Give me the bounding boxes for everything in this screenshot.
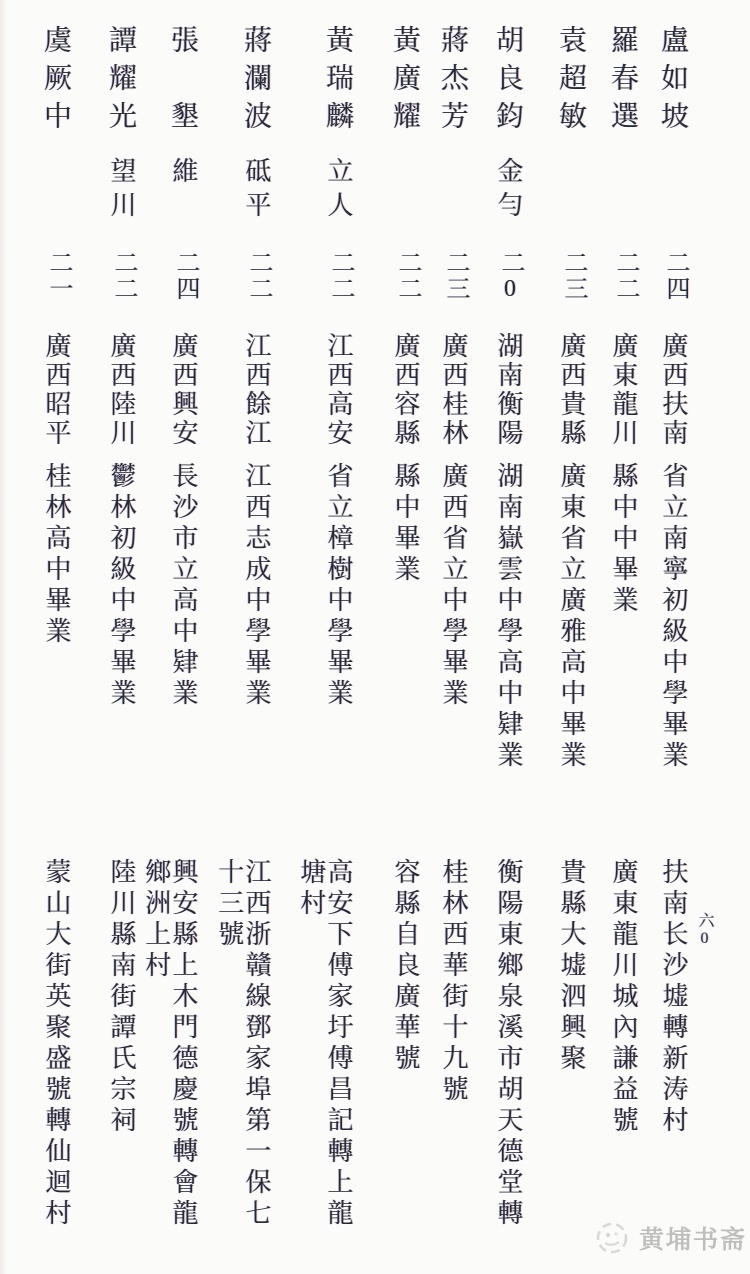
native-place: 湖南衡陽 xyxy=(494,332,523,448)
student-entry xyxy=(605,0,637,1274)
mail-address: 興安縣上木門德慶號轉會龍鄉洲上村 xyxy=(141,858,198,1230)
student-age: 二二 xyxy=(110,250,136,302)
watermark xyxy=(594,1220,747,1256)
mail-address: 衡陽東鄉泉溪市胡天德堂轉 xyxy=(494,858,523,1230)
watermark-seal-icon xyxy=(594,1220,630,1256)
school-record: 桂林高中畢業 xyxy=(42,462,71,648)
watermark-text: 黄埔书斋 xyxy=(639,1226,748,1254)
courtesy-name: 維 xyxy=(169,157,198,191)
student-name: 黃廣耀 xyxy=(389,25,420,139)
student-name: 黃瑞麟 xyxy=(322,25,353,139)
native-place: 廣西容縣 xyxy=(391,332,420,448)
student-entry xyxy=(141,0,198,1274)
mail-address: 貴縣大墟泗興聚 xyxy=(557,858,586,1075)
native-place: 江西餘江 xyxy=(242,332,271,448)
student-name: 張 墾 xyxy=(167,25,198,139)
native-place: 廣西貴縣 xyxy=(557,332,586,448)
school-record: 省立樟樹中學畢業 xyxy=(324,462,353,710)
school-record: 廣西省立中學畢業 xyxy=(439,462,468,710)
student-age: 二二 xyxy=(394,250,420,302)
student-name: 胡良鈞 xyxy=(492,25,523,139)
native-place: 廣西扶南 xyxy=(659,332,688,448)
student-entry xyxy=(296,0,353,1274)
student-entry xyxy=(490,0,522,1274)
mail-address: 高安下傅家圩傅昌記轉上龍塘村 xyxy=(296,858,353,1230)
school-record: 廣東省立廣雅高中畢業 xyxy=(557,462,586,772)
native-place: 廣西興安 xyxy=(169,332,198,448)
mail-address: 扶南长沙墟轉新涛村 xyxy=(659,858,688,1137)
student-age: 二二 xyxy=(245,250,271,302)
school-record: 湖南嶽雲中學高中肄業 xyxy=(494,462,523,772)
student-entry xyxy=(387,0,419,1274)
student-age: 二三 xyxy=(442,250,468,302)
mail-address: 桂林西華街十九號 xyxy=(439,858,468,1106)
mail-address: 陸川縣南街譚氏宗祠 xyxy=(107,858,136,1137)
student-age: 二0 xyxy=(497,250,523,304)
courtesy-name: 望川 xyxy=(107,157,136,225)
mail-address: 容縣自良廣華號 xyxy=(391,858,420,1075)
courtesy-name: 立人 xyxy=(324,157,353,225)
student-name: 虞厥中 xyxy=(40,25,71,139)
native-place: 廣西陸川 xyxy=(107,332,136,448)
student-entry xyxy=(655,0,687,1274)
mail-address: 蒙山大街英聚盛號轉仙迴村 xyxy=(42,858,71,1230)
school-record: 省立南寧初級中學畢業 xyxy=(659,462,688,772)
native-place: 江西高安 xyxy=(324,332,353,448)
student-entry xyxy=(553,0,585,1274)
student-entry xyxy=(103,0,135,1274)
student-name: 羅春選 xyxy=(607,25,638,139)
student-age: 二二 xyxy=(327,250,353,302)
school-record: 縣中中畢業 xyxy=(609,462,638,617)
courtesy-name: 金勻 xyxy=(494,157,523,225)
student-name: 盧如坡 xyxy=(657,25,688,139)
student-age: 二四 xyxy=(172,250,198,302)
mail-address: 江西浙贛線鄧家埠第一保七十三號 xyxy=(214,858,271,1230)
school-record: 江西志成中學畢業 xyxy=(242,462,271,710)
page-number: 六0 xyxy=(696,912,713,949)
school-record: 縣中畢業 xyxy=(391,462,420,586)
student-name: 譚耀光 xyxy=(105,25,136,139)
student-age: 二一 xyxy=(45,250,71,302)
student-entry xyxy=(435,0,467,1274)
native-place: 廣西昭平 xyxy=(42,332,71,448)
school-record: 鬱林初級中學畢業 xyxy=(107,462,136,710)
student-entry xyxy=(214,0,271,1274)
student-entry xyxy=(38,0,70,1274)
school-record: 長沙市立高中肄業 xyxy=(169,462,198,710)
student-age: 二三 xyxy=(560,250,586,302)
student-age: 二二 xyxy=(612,250,638,302)
student-name: 蔣杰芳 xyxy=(437,25,468,139)
native-place: 廣西桂林 xyxy=(439,332,468,448)
student-name: 袁超敏 xyxy=(555,25,586,139)
student-name: 蔣瀾波 xyxy=(240,25,271,139)
native-place: 廣東龍川 xyxy=(609,332,638,448)
courtesy-name: 砥平 xyxy=(242,157,271,225)
student-age: 二四 xyxy=(662,250,688,302)
mail-address: 廣東龍川城內謙益號 xyxy=(609,858,638,1137)
